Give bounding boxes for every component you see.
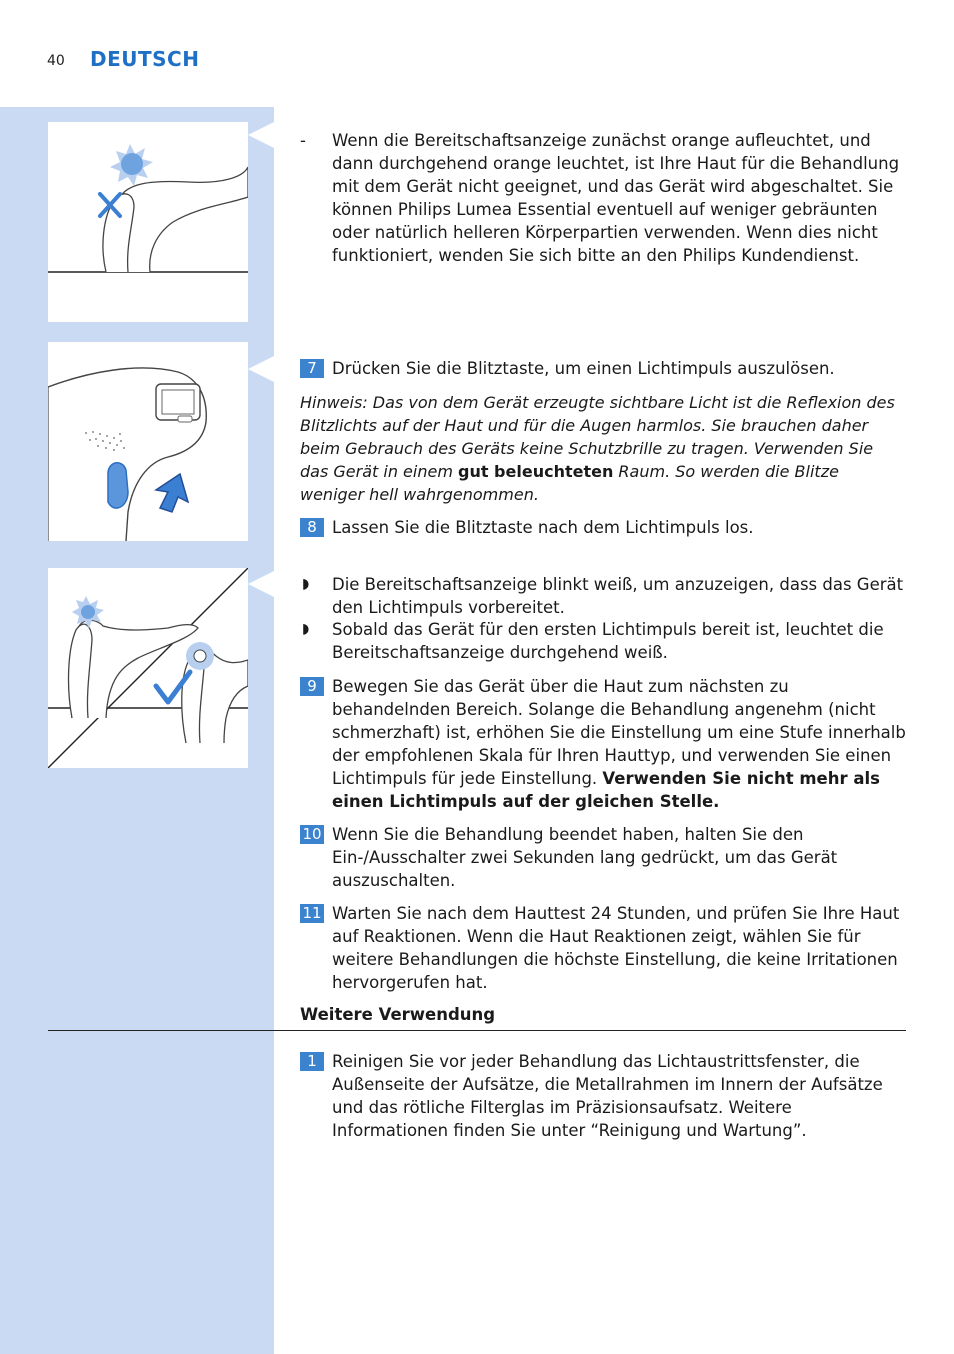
figure-pointer [248, 356, 274, 382]
step-text: Bewegen Sie das Gerät über die Haut zum nächsten zu behandelnden Bereich. Solange die Behandlung angenehm (nicht schmerzhaft) ist, erhöhen Sie die Einstellung um eine Stufe innerhalb der empfohlenen Skala für Ihren Hauttyp, und verwenden Sie einen Lichtimpuls für jede Einstellung. [332, 677, 906, 788]
section-title: DEUTSCH [90, 47, 200, 71]
step-number-badge: 7 [300, 359, 324, 378]
step-number-badge: 1 [300, 1052, 324, 1071]
figure-device-ready [48, 568, 248, 768]
step-7 [300, 357, 906, 380]
note-text-part2: Raum. So werden die Blitze weniger hell wahrgenommen. [300, 462, 839, 504]
step-number-badge: 10 [300, 825, 324, 844]
arrow-icon [156, 474, 188, 512]
step-text: Warten Sie nach dem Hauttest 24 Stunden, und prüfen Sie Ihre Haut auf Reaktionen. Wenn die Haut Reaktionen zeigt, wählen Sie für weitere Behandlungen die höchste Einstellung, die keine Irritationen hervorgerufen hat. [332, 904, 900, 992]
figure-pointer [248, 122, 274, 148]
dash-marker: - [300, 131, 306, 150]
subheading: Weitere Verwendung [300, 1005, 496, 1024]
figure-pointer [248, 571, 274, 597]
step-1 [300, 1050, 906, 1142]
note-paragraph [300, 391, 906, 506]
step-text: Reinigen Sie vor jeder Behandlung das Lichtaustrittsfenster, die Außenseite der Aufsätze, die Metallrahmen im Innern der Aufsätze und das rötliche Filterglas im Präzisionsaufsatz. Weitere Informationen finden Sie unter “Reinigung und Wartung”. [332, 1052, 883, 1140]
divider [48, 1030, 906, 1031]
step-text-bold: Verwenden Sie nicht mehr als einen Lichtimpuls auf der gleichen Stelle. [332, 769, 880, 811]
bullet-marker: ◗ [302, 576, 310, 592]
dash-item-text: Wenn die Bereitschaftsanzeige zunächst orange aufleuchtet, und dann durchgehend orange leuchtet, ist Ihre Haut für die Behandlung mit dem Gerät nicht geeignet, und das Gerät wird abgeschaltet. Sie können Philips Lumea Essential eventuell auf weniger gebräunten oder natürlich helleren Körperpartien verwenden. Wenn dies nicht funktioniert, wenden Sie sich bitte an den Philips Kundendienst. [332, 131, 900, 265]
step-number-badge: 8 [300, 518, 324, 537]
bullet-item [300, 573, 906, 619]
dash-item [300, 129, 906, 267]
note-text-part1: Hinweis: Das von dem Gerät erzeugte sichtbare Licht ist die Reflexion des Blitzlichts auf der Haut und für die Augen harmlos. Sie brauchen daher beim Gebrauch des Geräts keine Schutzbrille zu tragen. Verwenden Sie das Gerät in einem [300, 393, 895, 481]
note-text-bold: gut beleuchteten [457, 462, 614, 481]
step-9 [300, 675, 906, 813]
step-text: Lassen Sie die Blitztaste nach dem Lichtimpuls los. [332, 518, 754, 537]
step-text: Wenn Sie die Behandlung beendet haben, halten Sie den Ein-/Ausschalter zwei Sekunden lang gedrückt, um das Gerät auszuschalten. [332, 825, 838, 890]
page-number: 40 [47, 53, 65, 69]
step-number-badge: 9 [300, 677, 324, 696]
step-11 [300, 902, 906, 994]
bullet-text: Die Bereitschaftsanzeige blinkt weiß, um anzuzeigen, dass das Gerät den Lichtimpuls vorbereitet. [332, 575, 904, 617]
bullet-text: Sobald das Gerät für den ersten Lichtimpuls bereit ist, leuchtet die Bereitschaftsanzeige durchgehend weiß. [332, 620, 884, 662]
bullet-marker: ◗ [302, 621, 310, 637]
figure-flash-button [48, 342, 248, 541]
figure-device-not-suitable [48, 122, 248, 322]
step-text: Drücken Sie die Blitztaste, um einen Lichtimpuls auszulösen. [332, 359, 835, 378]
flash-burst-icon [110, 144, 153, 186]
step-10 [300, 823, 906, 892]
step-number-badge: 11 [300, 904, 324, 923]
step-8 [300, 516, 906, 539]
bullet-item [300, 618, 906, 664]
